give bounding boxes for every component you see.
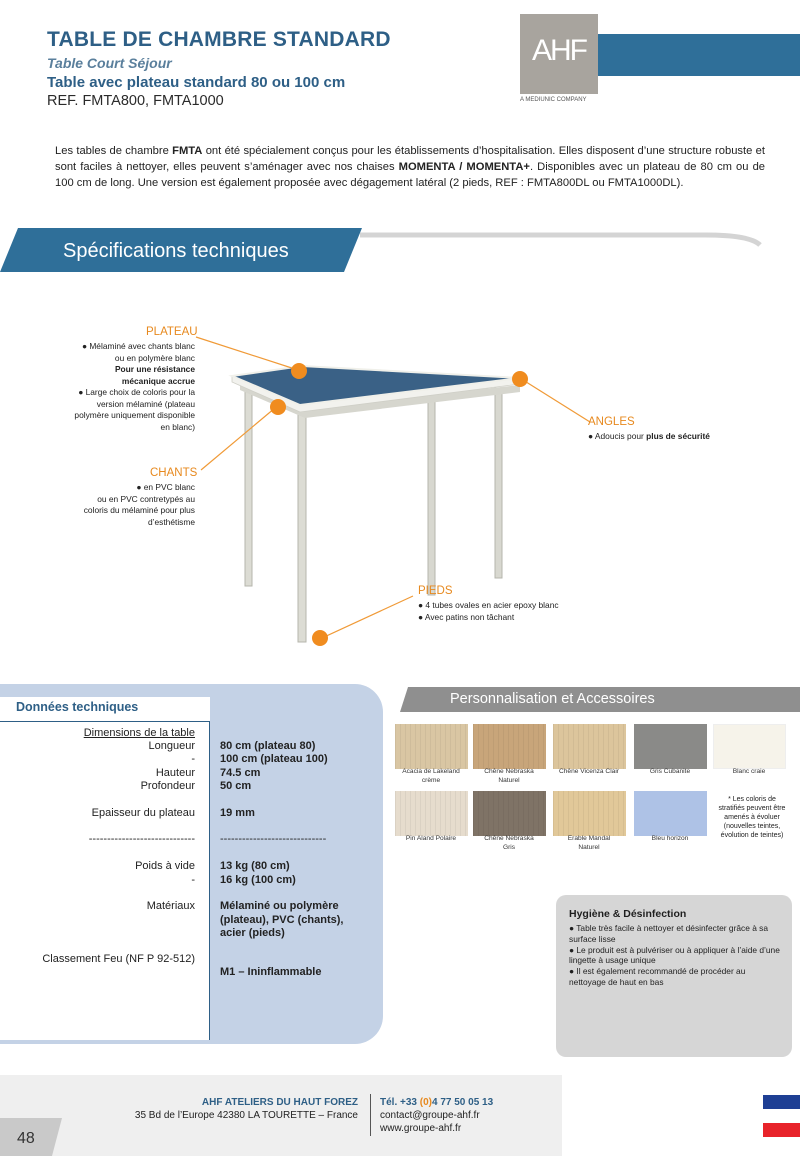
footer-email[interactable]: contact@groupe-ahf.fr bbox=[380, 1110, 480, 1121]
colour-swatch-label: Blanc craie bbox=[732, 768, 766, 775]
data-title: Données techniques bbox=[16, 700, 139, 714]
flag-blue-stripe bbox=[763, 1095, 800, 1109]
feu-value: M1 – Ininflammable bbox=[220, 966, 322, 978]
poids-label: Poids à vide bbox=[135, 860, 195, 872]
plateau-text: ● Mélaminé avec chants blanc ou en polymère blanc Pour une résistance mécanique accrue ● Large choix de coloris pour la version mélaminé (plateau polymère uniquement disponible en blanc) bbox=[74, 341, 195, 432]
ahf-logo bbox=[520, 14, 598, 94]
colour-swatch-label: Bleu horizon bbox=[651, 835, 689, 842]
feu-label: Classement Feu (NF P 92-512) bbox=[42, 953, 195, 965]
separator-right: ----------------------------- bbox=[220, 833, 327, 845]
flag-white-stripe bbox=[763, 1109, 800, 1123]
colour-swatch-label: Gris Cubanite bbox=[649, 768, 691, 775]
colour-swatch-label: Acacia de Lakeland crème bbox=[402, 768, 460, 784]
profondeur-value: 50 cm bbox=[220, 780, 252, 792]
perso-title: Personnalisation et Accessoires bbox=[450, 691, 655, 707]
chants-text: ● en PVC blanc ou en PVC contretypés au coloris du mélaminé pour plus d’esthétisme bbox=[83, 482, 195, 527]
footer-phone: Tél. +33 (0)4 77 50 05 13 bbox=[380, 1097, 494, 1108]
hauteur-label: Hauteur bbox=[155, 767, 195, 779]
hygiene-text: ● Table très facile à nettoyer et désinfecter grâce à sa surface lisse ● Le produit est à pulvériser ou à appliquer à l’aide d’une lingette à usage unique ● Il est également recommandé de procéder au nettoyage de haut en bas bbox=[569, 923, 780, 987]
flag-red-stripe bbox=[763, 1123, 800, 1137]
colour-swatch bbox=[553, 724, 626, 769]
pieds-text: ● 4 tubes ovales en acier epoxy blanc ● Avec patins non tâchant bbox=[418, 600, 559, 622]
epaisseur-label: Epaisseur du plateau bbox=[91, 807, 195, 819]
page-number: 48 bbox=[17, 1130, 35, 1147]
colour-swatch-label: Chêne Nebraska Gris bbox=[484, 835, 534, 851]
poids-value-80: 13 kg (80 cm) bbox=[220, 860, 290, 872]
pieds-label: PIEDS bbox=[418, 585, 453, 597]
page-title: TABLE DE CHAMBRE STANDARD bbox=[47, 28, 391, 51]
angles-text: ● Adoucis pour plus de sécurité bbox=[588, 431, 710, 441]
materiaux-label: Matériaux bbox=[146, 900, 195, 912]
angles-label: ANGLES bbox=[588, 416, 635, 428]
spec-title: Spécifications techniques bbox=[63, 240, 289, 262]
colour-swatch-label: Chêne Vicenza Clair bbox=[559, 768, 619, 775]
poids-value-100: 16 kg (100 cm) bbox=[220, 874, 296, 886]
colour-swatch bbox=[634, 791, 707, 836]
footer-divider bbox=[370, 1094, 371, 1136]
colour-swatch-label: Chêne Nebraska Naturel bbox=[484, 768, 534, 784]
longueur-value-100: 100 cm (plateau 100) bbox=[220, 753, 328, 765]
colour-swatch bbox=[713, 724, 786, 769]
subtitle-category: Table Court Séjour bbox=[47, 55, 172, 71]
poids-dash: - bbox=[191, 874, 195, 886]
footer-address: 35 Bd de l’Europe 42380 LA TOURETTE – France bbox=[134, 1110, 358, 1121]
colour-swatch bbox=[473, 791, 546, 836]
colour-swatch bbox=[634, 724, 707, 769]
logo-text: AHF bbox=[532, 34, 586, 67]
intro-paragraph: Les tables de chambre FMTA ont été spécialement conçus pour les établissements d’hospitalisation. Elles disposent d’une structure robuste et sont faciles à nettoyer, elles peuvent s’aménager avec nos chaises MOMENTA / MOMENTA+. Disponibles avec un plateau de 80 cm ou de 100 cm de long. Une version est également proposée avec dégagement latéral (2 pieds, REF : FMTA800DL ou FMTA1000DL). bbox=[55, 145, 766, 189]
footer-website[interactable]: www.groupe-ahf.fr bbox=[380, 1123, 462, 1134]
colour-swatch-label: Erable Mandal Naturel bbox=[567, 835, 611, 851]
product-reference: REF. FMTA800, FMTA1000 bbox=[47, 93, 224, 109]
materiaux-value: Mélaminé ou polymère (plateau), PVC (chants), acier (pieds) bbox=[220, 900, 344, 939]
longueur-label: Longueur bbox=[148, 740, 195, 752]
colour-swatch bbox=[553, 791, 626, 836]
colour-swatch bbox=[395, 724, 468, 769]
dimensions-label: Dimensions de la table bbox=[83, 727, 195, 739]
footer-company: AHF ATELIERS DU HAUT FOREZ bbox=[201, 1097, 358, 1108]
hauteur-value: 74.5 cm bbox=[220, 767, 261, 779]
plateau-label: PLATEAU bbox=[146, 326, 198, 338]
header-band bbox=[598, 34, 800, 76]
colour-swatch-label: Pin Aland Polaire bbox=[405, 835, 457, 842]
chants-label: CHANTS bbox=[150, 467, 198, 479]
colour-swatch bbox=[395, 791, 468, 836]
longueur-dash: - bbox=[191, 753, 195, 765]
hygiene-title: Hygiène & Désinfection bbox=[569, 908, 687, 920]
subtitle-description: Table avec plateau standard 80 ou 100 cm bbox=[47, 74, 346, 91]
colour-note: * Les coloris de stratifiés peuvent être amenés à évoluer (nouvelles teintes, évolution de teintes) bbox=[718, 796, 786, 839]
separator-left: ----------------------------- bbox=[88, 833, 195, 845]
longueur-value-80: 80 cm (plateau 80) bbox=[220, 740, 316, 752]
profondeur-label: Profondeur bbox=[140, 780, 195, 792]
colour-swatch bbox=[473, 724, 546, 769]
logo-caption: A MEDIUNIC COMPANY bbox=[520, 97, 587, 103]
epaisseur-value: 19 mm bbox=[220, 807, 255, 819]
